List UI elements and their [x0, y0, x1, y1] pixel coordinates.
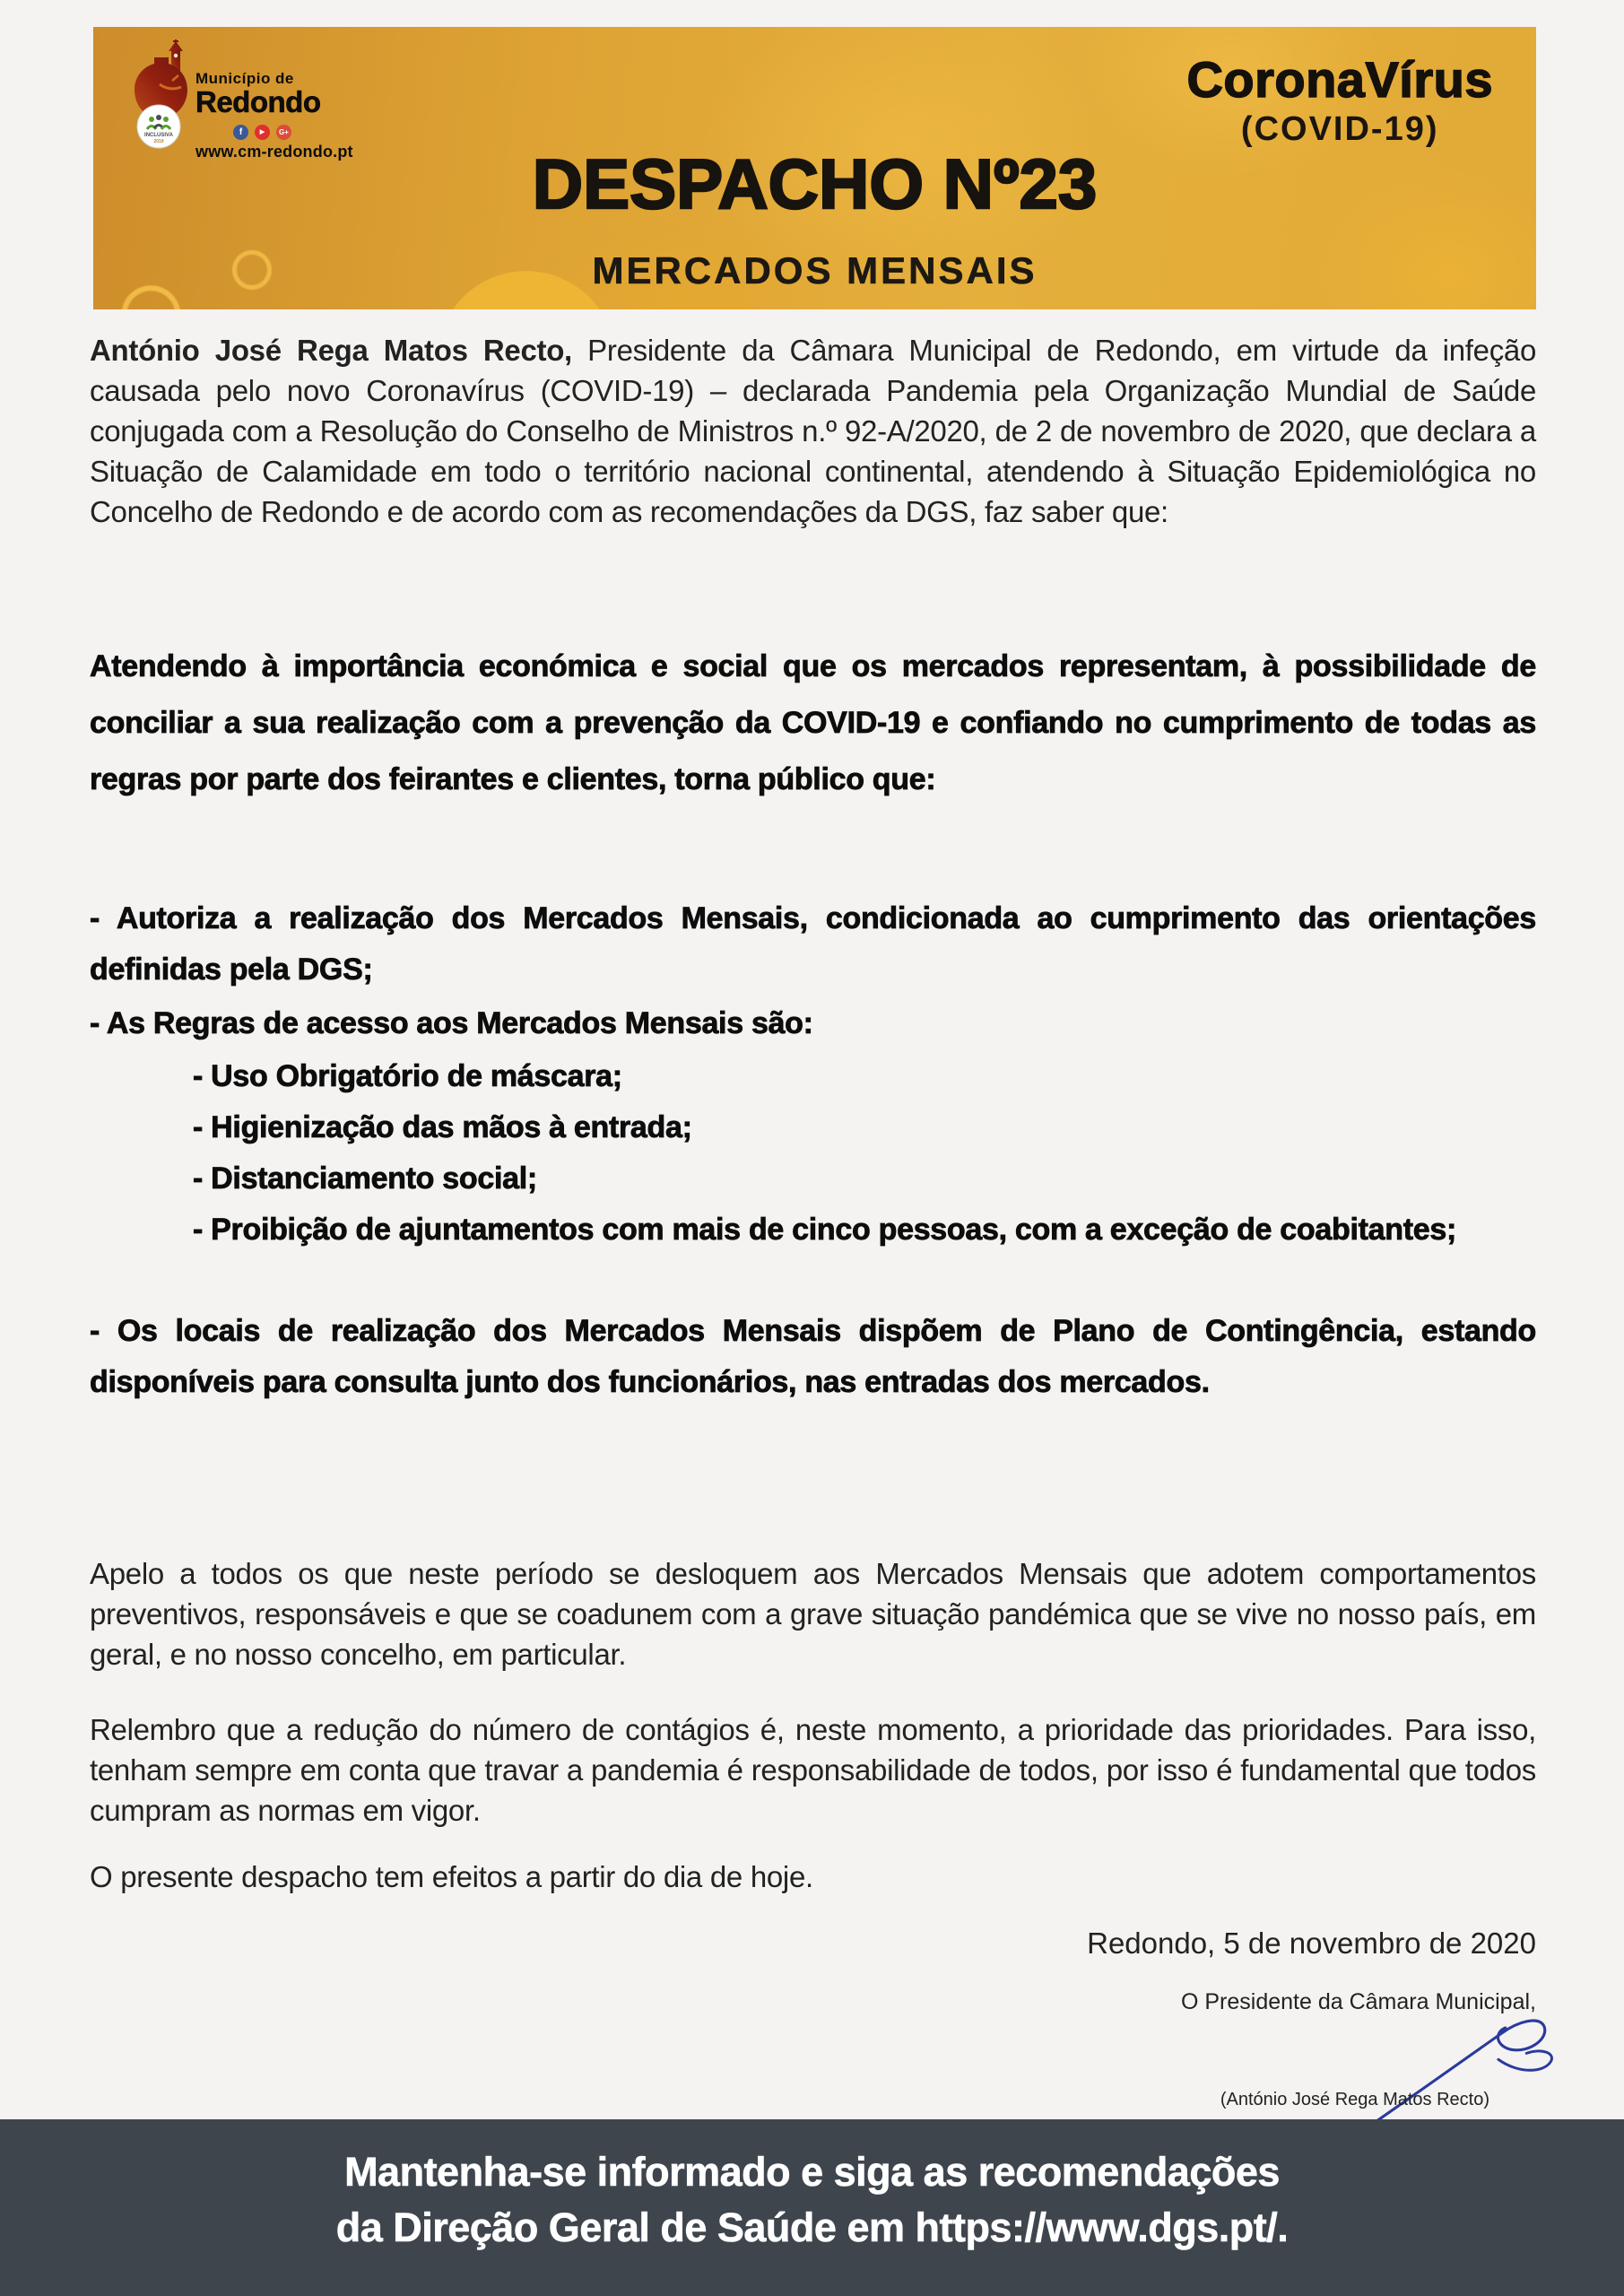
corona-title: CoronaVírus: [1186, 51, 1493, 108]
list-item: - Proibição de ajuntamentos com mais de cinco pessoas, com a exceção de coabitantes;: [193, 1213, 1456, 1247]
logo-website: www.cm-redondo.pt: [195, 143, 353, 161]
covid-subtitle: (COVID-19): [1240, 110, 1439, 148]
logo-org-name: Redondo: [195, 85, 321, 118]
corona-label: [1186, 50, 1493, 149]
opening-paragraph-text: Presidente da Câmara Municipal de Redondo, em virtude da infeção causada pelo novo Coronavírus (COVID-19) – declarada Pandemia pela Organização Mundial de Saúde conjugada com a Resolução do Conselho de Ministros n.º 92-A/2020, de 2 de novembro de 2020, que declara a Situação de Calamidade em todo o território nacional continental, atendendo à Situação Epidemiológica no Concelho de Redondo e de acordo com as recomendações da DGS, faz saber que:: [90, 334, 1536, 528]
social-icons-row: [233, 125, 353, 140]
rule-access-heading: - As Regras de acesso aos Mercados Mensais são:: [90, 1006, 813, 1040]
facebook-icon: f: [233, 125, 248, 140]
signature-role: O Presidente da Câmara Municipal,: [1180, 1989, 1536, 2014]
inclusiva-badge-icon: [136, 104, 181, 149]
place-date-line: Redondo, 5 de novembro de 2020: [1087, 1926, 1536, 1960]
signature-name: (António José Rega Matos Recto): [1220, 2090, 1489, 2109]
footer-banner: [0, 2119, 1624, 2296]
document-subtitle: MERCADOS MENSAIS: [592, 249, 1038, 291]
list-item: - Higienização das mãos à entrada;: [193, 1110, 692, 1144]
badge-label: INCLUSIVA: [144, 133, 173, 138]
rule-contingency-plan: - Os locais de realização dos Mercados Mensais dispõem de Plano de Contingência, estando disponíveis para consulta junto dos funcionários, nas entradas dos mercados.: [90, 1314, 1536, 1399]
opening-paragraph: [90, 330, 1536, 532]
googleplus-icon: G+: [276, 125, 291, 140]
signature-scribble: [1367, 2007, 1577, 2133]
header-banner: [93, 27, 1536, 309]
list-item: - Distanciamento social;: [193, 1161, 537, 1196]
appeal-paragraph: Apelo a todos os que neste período se desloquem aos Mercados Mensais que adotem comportamentos preventivos, responsáveis e que se coadunem com a grave situação pandémica que se vive no nosso país, em geral, e no nosso concelho, em particular.: [90, 1557, 1536, 1671]
footer-line-2: da Direção Geral de Saúde em https://www.dgs.pt/.: [335, 2205, 1289, 2250]
youtube-icon: ▶: [255, 125, 270, 140]
footer-line-1: Mantenha-se informado e siga as recomendações: [344, 2149, 1280, 2195]
logo-org-prefix: Município de: [195, 70, 294, 87]
president-name-bold: António José Rega Matos Recto,: [90, 334, 572, 367]
document-title: DESPACHO Nº23: [532, 144, 1098, 223]
effective-date-paragraph: O presente despacho tem efeitos a partir do dia de hoje.: [90, 1860, 813, 1893]
rule-authorization: - Autoriza a realização dos Mercados Mensais, condicionada ao cumprimento das orientações definidas pela DGS;: [90, 901, 1536, 987]
access-rules-list: [90, 1051, 1536, 1256]
reminder-paragraph: Relembro que a redução do número de contágios é, neste momento, a prioridade das prioridades. Para isso, tenham sempre em conta que travar a pandemia é responsabilidade de todos, por isso é fundamental que todos cumpram as normas em vigor.: [90, 1713, 1536, 1827]
badge-year: 2019: [153, 139, 164, 144]
intro-bold-paragraph: Atendendo à importância económica e social que os mercados representam, à possibilidade de conciliar a sua realização com a prevenção da COVID-19 e confiando no cumprimento de todas as regras por parte dos feirantes e clientes, torna público que:: [90, 649, 1536, 796]
list-item: - Uso Obrigatório de máscara;: [193, 1059, 622, 1093]
